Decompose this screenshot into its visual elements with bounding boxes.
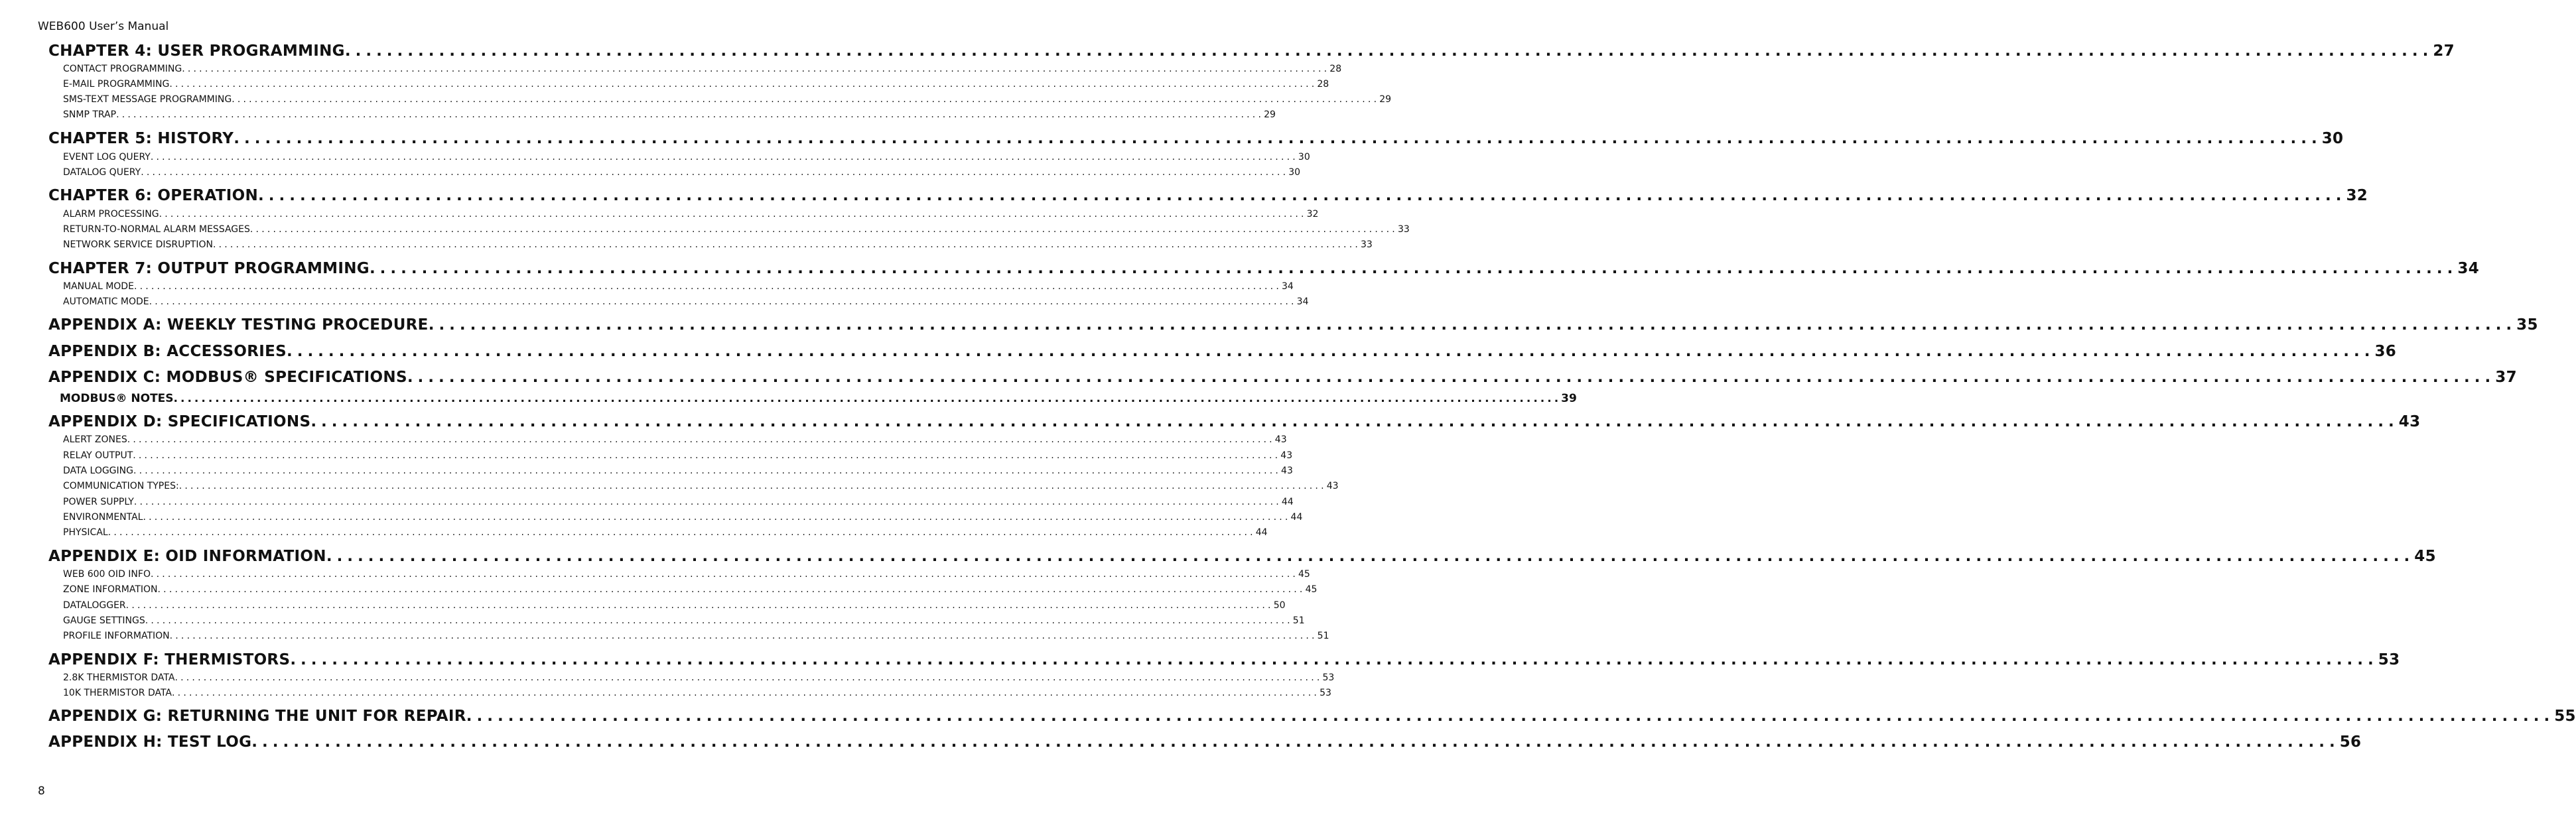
dot-leader: ........................................................................................................................................................................................................ — [466, 708, 2555, 725]
dot-leader: ........................................................................................................................................................................................................ — [133, 450, 1281, 461]
dot-leader: ........................................................................................................................................................................................................ — [143, 512, 1291, 523]
dot-leader: ........................................................................................................................................................................................................ — [178, 481, 1327, 491]
dot-leader: ........................................................................................................................................................................................................ — [150, 569, 1299, 580]
dot-leader: ........................................................................................................................................................................................................ — [369, 260, 2458, 277]
toc-entry-title: ALERT ZONES — [63, 434, 127, 445]
toc-entry-title: POWER SUPPLY — [63, 497, 134, 507]
toc-entry-page: 53 — [1320, 688, 1331, 698]
dot-leader: ........................................................................................................................................................................................................ — [407, 369, 2496, 386]
toc-subentry[interactable] — [63, 109, 1276, 120]
toc-entry-page: 44 — [1290, 512, 1303, 523]
toc-entry-page: 28 — [1317, 79, 1329, 90]
toc-entry-title: E-MAIL PROGRAMMING — [63, 79, 170, 90]
toc-heading-entry[interactable] — [48, 708, 2576, 725]
toc-heading-entry[interactable] — [48, 130, 2344, 147]
toc-entry-page: 53 — [1322, 672, 1335, 683]
dot-leader: ........................................................................................................................................................................................................ — [127, 434, 1275, 445]
toc-entry-page: 34 — [1281, 281, 1294, 292]
dot-leader: ........................................................................................................................................................................................................ — [107, 527, 1256, 538]
dot-leader: ........................................................................................................................................................................................................ — [173, 392, 1562, 405]
toc-subentry[interactable] — [63, 569, 1310, 580]
toc-entry-page: 55 — [2554, 708, 2576, 725]
dot-leader: ........................................................................................................................................................................................................ — [116, 109, 1264, 120]
toc-entry-title: APPENDIX C: MODBUS® SPECIFICATIONS — [48, 369, 407, 386]
toc-subentry[interactable] — [60, 392, 1577, 405]
toc-entry-page: 51 — [1292, 615, 1305, 626]
toc-subentry[interactable] — [63, 688, 1331, 698]
toc-entry-page: 34 — [2457, 260, 2480, 277]
toc-subentry[interactable] — [63, 631, 1329, 641]
toc-entry-page: 43 — [1281, 466, 1293, 476]
dot-leader: ........................................................................................................................................................................................................ — [232, 94, 1380, 105]
toc-heading-entry[interactable] — [48, 316, 2538, 334]
toc-subentry[interactable] — [63, 672, 1335, 683]
dot-leader: ........................................................................................................................................................................................................ — [286, 343, 2375, 360]
dot-leader: ........................................................................................................................................................................................................ — [290, 651, 2378, 668]
page-number: 8 — [38, 785, 45, 798]
toc-entry-title: RETURN-TO-NORMAL ALARM MESSAGES — [63, 224, 250, 235]
toc-entry-page: 32 — [2346, 187, 2368, 204]
toc-entry-title: SMS-TEXT MESSAGE PROGRAMMING — [63, 94, 232, 105]
dot-leader: ........................................................................................................................................................................................................ — [310, 413, 2399, 430]
toc-entry-title: APPENDIX G: RETURNING THE UNIT FOR REPAIR — [48, 708, 466, 725]
dot-leader: ........................................................................................................................................................................................................ — [149, 296, 1297, 307]
dot-leader: ........................................................................................................................................................................................................ — [133, 466, 1282, 476]
toc-subentry[interactable] — [63, 512, 1303, 523]
toc-heading-entry[interactable] — [48, 260, 2480, 277]
toc-entry-page: 28 — [1329, 64, 1342, 74]
toc-entry-page: 56 — [2339, 733, 2362, 751]
toc-subentry[interactable] — [63, 167, 1301, 178]
dot-leader: ........................................................................................................................................................................................................ — [258, 187, 2346, 204]
dot-leader: ........................................................................................................................................................................................................ — [169, 631, 1318, 641]
toc-entry-title: ENVIRONMENTAL — [63, 512, 143, 523]
toc-entry-page: 33 — [1361, 239, 1373, 250]
dot-leader: ........................................................................................................................................................................................................ — [428, 316, 2517, 334]
toc-entry-title: CHAPTER 5: HISTORY — [48, 130, 234, 147]
toc-entry-title: CONTACT PROGRAMMING — [63, 64, 182, 74]
dot-leader: ........................................................................................................................................................................................................ — [141, 167, 1289, 178]
toc-entry-title: DATALOGGER — [63, 600, 126, 611]
dot-leader: ........................................................................................................................................................................................................ — [125, 600, 1274, 611]
toc-entry-title: PHYSICAL — [63, 527, 108, 538]
toc-subentry[interactable] — [63, 94, 1392, 105]
dot-leader: ........................................................................................................................................................................................................ — [133, 497, 1282, 507]
toc-heading-entry[interactable] — [48, 42, 2455, 60]
toc-entry-page: 43 — [1326, 481, 1339, 491]
dot-leader: ........................................................................................................................................................................................................ — [133, 281, 1282, 292]
toc-subentry[interactable] — [63, 281, 1294, 292]
toc-heading-entry[interactable] — [48, 651, 2400, 668]
toc-entry-title: APPENDIX A: WEEKLY TESTING PROCEDURE — [48, 316, 429, 334]
toc-heading-entry[interactable] — [48, 343, 2397, 360]
toc-subentry[interactable] — [63, 224, 1410, 235]
running-header: WEB600 User’s Manual — [38, 20, 169, 33]
toc-entry-title: EVENT LOG QUERY — [63, 152, 151, 162]
toc-entry-page: 44 — [1281, 497, 1294, 507]
dot-leader: ........................................................................................................................................................................................................ — [344, 42, 2433, 60]
toc-entry-title: RELAY OUTPUT — [63, 450, 133, 461]
toc-entry-page: 45 — [1298, 569, 1310, 580]
toc-entry-title: DATALOG QUERY — [63, 167, 141, 178]
toc-subentry[interactable] — [63, 600, 1286, 611]
toc-entry-title: AUTOMATIC MODE — [63, 296, 149, 307]
dot-leader: ........................................................................................................................................................................................................ — [159, 209, 1307, 220]
toc-subentry[interactable] — [63, 64, 1342, 74]
toc-subentry[interactable] — [63, 79, 1329, 90]
toc-entry-title: NETWORK SERVICE DISRUPTION — [63, 239, 213, 250]
toc-entry-title: 10K THERMISTOR DATA — [63, 688, 172, 698]
toc-entry-page: 37 — [2495, 369, 2517, 386]
toc-entry-page: 53 — [2378, 651, 2400, 668]
toc-entry-title: CHAPTER 4: USER PROGRAMMING — [48, 42, 345, 60]
toc-entry-page: 51 — [1317, 631, 1329, 641]
toc-entry-page: 36 — [2374, 343, 2397, 360]
toc-entry-title: APPENDIX F: THERMISTORS — [48, 651, 291, 668]
toc-subentry[interactable] — [63, 615, 1305, 626]
toc-subentry[interactable] — [63, 152, 1310, 162]
toc-entry-page: 30 — [2321, 130, 2344, 147]
toc-entry-title: CHAPTER 6: OPERATION — [48, 187, 259, 204]
dot-leader: ........................................................................................................................................................................................................ — [249, 224, 1398, 235]
toc-entry-page: 29 — [1379, 94, 1392, 105]
toc-subentry[interactable] — [63, 450, 1293, 461]
toc-entry-title: APPENDIX E: OID INFORMATION — [48, 548, 326, 565]
toc-subentry[interactable] — [63, 466, 1293, 476]
toc-entry-page: 50 — [1273, 600, 1286, 611]
toc-entry-page: 27 — [2433, 42, 2455, 60]
toc-subentry[interactable] — [63, 239, 1373, 250]
toc-entry-title: MANUAL MODE — [63, 281, 134, 292]
toc-entry-page: 43 — [1274, 434, 1287, 445]
toc-entry-title: CHAPTER 7: OUTPUT PROGRAMMING — [48, 260, 370, 277]
dot-leader: ........................................................................................................................................................................................................ — [182, 64, 1330, 74]
dot-leader: ........................................................................................................................................................................................................ — [212, 239, 1361, 250]
dot-leader: ........................................................................................................................................................................................................ — [145, 615, 1293, 626]
toc-entry-page: 44 — [1255, 527, 1268, 538]
toc-entry-page: 32 — [1306, 209, 1319, 220]
toc-entry-title: APPENDIX B: ACCESSORIES — [48, 343, 287, 360]
toc-entry-page: 39 — [1561, 392, 1577, 405]
toc-entry-title: DATA LOGGING — [63, 466, 133, 476]
toc-entry-title: 2.8K THERMISTOR DATA — [63, 672, 175, 683]
toc-heading-entry[interactable] — [48, 413, 2421, 430]
toc-entry-page: 45 — [1305, 584, 1318, 595]
toc-subentry[interactable] — [63, 434, 1287, 445]
toc-entry-page: 30 — [1288, 167, 1301, 178]
toc-subentry[interactable] — [63, 481, 1339, 491]
dot-leader: ........................................................................................................................................................................................................ — [234, 130, 2322, 147]
toc-heading-entry[interactable] — [48, 548, 2436, 565]
toc-entry-title: SNMP TRAP — [63, 109, 117, 120]
toc-heading-entry[interactable] — [48, 369, 2517, 386]
dot-leader: ........................................................................................................................................................................................................ — [150, 152, 1298, 162]
toc-entry-title: MODBUS® NOTES — [60, 392, 174, 405]
toc-entry-page: 43 — [1280, 450, 1293, 461]
dot-leader: ........................................................................................................................................................................................................ — [251, 733, 2340, 751]
toc-entry-title: COMMUNICATION TYPES: — [63, 481, 179, 491]
toc-subentry[interactable] — [63, 497, 1294, 507]
toc-heading-entry[interactable] — [48, 733, 2362, 751]
toc-entry-title: ZONE INFORMATION — [63, 584, 158, 595]
toc-entry-title: APPENDIX D: SPECIFICATIONS — [48, 413, 311, 430]
toc-entry-page: 33 — [1397, 224, 1410, 235]
dot-leader: ........................................................................................................................................................................................................ — [169, 79, 1318, 90]
dot-leader: ........................................................................................................................................................................................................ — [326, 548, 2415, 565]
toc-entry-page: 45 — [2414, 548, 2436, 565]
toc-subentry[interactable] — [63, 527, 1268, 538]
toc-entry-page: 34 — [1296, 296, 1309, 307]
toc-entry-title: APPENDIX H: TEST LOG — [48, 733, 252, 751]
toc-entry-page: 35 — [2516, 316, 2538, 334]
toc-entry-title: PROFILE INFORMATION — [63, 631, 170, 641]
toc-subentry[interactable] — [63, 584, 1318, 595]
toc-entry-title: ALARM PROCESSING — [63, 209, 159, 220]
toc-entry-page: 30 — [1298, 152, 1310, 162]
dot-leader: ........................................................................................................................................................................................................ — [157, 584, 1306, 595]
toc-heading-entry[interactable] — [48, 187, 2368, 204]
toc-subentry[interactable] — [63, 296, 1309, 307]
toc-entry-page: 29 — [1264, 109, 1276, 120]
toc-entry-title: GAUGE SETTINGS — [63, 615, 145, 626]
toc-entry-page: 43 — [2398, 413, 2421, 430]
dot-leader: ........................................................................................................................................................................................................ — [172, 688, 1320, 698]
toc-subentry[interactable] — [63, 209, 1319, 220]
toc-entry-title: WEB 600 OID INFO — [63, 569, 151, 580]
dot-leader: ........................................................................................................................................................................................................ — [174, 672, 1323, 683]
